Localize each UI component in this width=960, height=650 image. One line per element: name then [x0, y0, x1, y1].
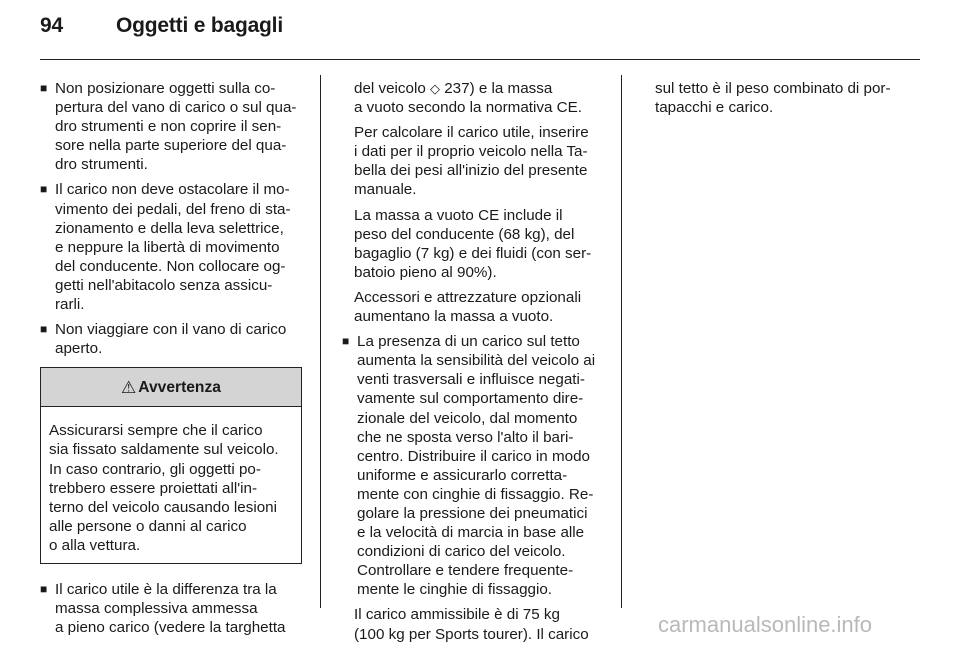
- text-fragment: del veicolo: [354, 80, 430, 97]
- text-line: Controllare e tendere frequente-: [357, 562, 574, 580]
- text-line: sul tetto è il peso combinato di por-: [655, 80, 891, 97]
- text-line: o alla vettura.: [49, 536, 141, 554]
- text-line: zionamento e della leva selettrice,: [55, 219, 284, 237]
- page-number: 94: [40, 14, 63, 37]
- paragraph: [342, 123, 608, 199]
- column-2: [342, 79, 608, 650]
- text-line: massa complessiva ammessa: [55, 600, 258, 618]
- text-line: dro strumenti e non coprire il sen-: [55, 118, 282, 136]
- bullet-square-icon: ■: [40, 182, 48, 197]
- paragraph: [342, 605, 608, 643]
- warning-triangle-icon: ⚠: [121, 377, 137, 397]
- text-line: e neppure la libertà di movimento: [55, 238, 280, 256]
- text-line: rarli.: [55, 296, 85, 314]
- text-line: zionale del veicolo, dal momento: [357, 409, 578, 427]
- warning-header: [41, 368, 301, 407]
- text-line: Non posizionare oggetti sulla co-: [55, 80, 276, 97]
- bullet-text: [55, 320, 306, 358]
- bullet-text: [357, 332, 608, 599]
- column-1: [40, 79, 306, 643]
- bullet-item: [342, 332, 608, 599]
- warning-body: [41, 407, 301, 563]
- bullet-item: [40, 320, 306, 358]
- text-line: In caso contrario, gli oggetti po-: [49, 460, 261, 478]
- text-line: getti nell'abitacolo senza assicu-: [55, 276, 273, 294]
- bullet-text: [55, 180, 306, 314]
- text-line: bagaglio (7 kg) e dei fluidi (con ser-: [354, 244, 592, 262]
- text-line: Il carico utile è la differenza tra la: [55, 580, 277, 598]
- text-line: a vuoto secondo la normativa CE.: [354, 99, 582, 117]
- bullet-square-icon: ■: [40, 322, 48, 337]
- text-line: Il carico non deve ostacolare il mo-: [55, 181, 290, 199]
- text-line: del conducente. Non collocare og-: [55, 257, 286, 275]
- bullet-square-icon: ■: [40, 581, 48, 596]
- text-line: vimento dei pedali, del freno di sta-: [55, 200, 291, 218]
- text-line: mente le cinghie di fissaggio.: [357, 581, 553, 599]
- text-line: pertura del vano di carico o sul qua-: [55, 99, 297, 117]
- continued-text: [342, 79, 608, 117]
- text-line: bella dei pesi all'inizio del presente: [354, 162, 588, 180]
- text-line: centro. Distribuire il carico in modo: [357, 447, 590, 465]
- text-line: aperto.: [55, 340, 103, 358]
- column-3: [643, 79, 915, 123]
- text-line: tapacchi e carico.: [655, 99, 774, 117]
- bullet-item: [40, 580, 306, 637]
- text-line: golare la pressione dei pneumatici: [357, 504, 588, 522]
- text-line: aumentano la massa a vuoto.: [354, 308, 554, 326]
- text-line: Per calcolare il carico utile, inserire: [354, 124, 589, 142]
- column-divider: [621, 75, 622, 608]
- bullet-square-icon: ■: [342, 334, 350, 349]
- text-line: alle persone o danni al carico: [49, 517, 247, 535]
- text-line: batoio pieno al 90%).: [354, 263, 497, 281]
- text-line: (100 kg per Sports tourer). Il carico: [354, 625, 589, 643]
- text-line: Il carico ammissibile è di 75 kg: [354, 606, 560, 624]
- text-line: aumenta la sensibilità del veicolo ai: [357, 352, 596, 370]
- text-line: Non viaggiare con il vano di carico: [55, 321, 287, 339]
- page-title: Oggetti e bagagli: [116, 14, 283, 37]
- paragraph: [342, 288, 608, 326]
- text-line: i dati per il proprio veicolo nella Ta-: [354, 143, 588, 161]
- text-line: dro strumenti.: [55, 156, 148, 174]
- text-line: mente con cinghie di fissaggio. Re-: [357, 485, 594, 503]
- text-line: Accessori e attrezzature opzionali: [354, 288, 582, 306]
- cross-reference-icon[interactable]: ◇: [429, 81, 440, 96]
- text-line: peso del conducente (68 kg), del: [354, 225, 575, 243]
- bullet-item: [40, 180, 306, 314]
- watermark: carmanualsonline.info: [658, 612, 873, 637]
- header-rule: [40, 59, 920, 60]
- reference-page[interactable]: 237: [444, 80, 470, 97]
- bullet-text: [55, 79, 306, 174]
- text-line: sia fissato saldamente sul veicolo.: [49, 441, 279, 459]
- text-line: manuale.: [354, 181, 417, 199]
- bullet-item: [40, 79, 306, 174]
- text-line: a pieno carico (vedere la targhetta: [55, 619, 286, 637]
- warning-box: [40, 367, 302, 564]
- text-line: e la velocità di marcia in base alle: [357, 524, 585, 542]
- text-fragment: ) e la massa: [469, 80, 553, 97]
- text-line: La massa a vuoto CE include il: [354, 206, 563, 224]
- text-line: condizioni di carico del veicolo.: [357, 543, 566, 561]
- text-line: terno del veicolo causando lesioni: [49, 498, 277, 516]
- text-line: trebbero essere proiettati all'in-: [49, 479, 258, 497]
- warning-title: Avvertenza: [138, 378, 221, 396]
- text-line: La presenza di un carico sul tetto: [357, 333, 580, 351]
- text-line: che ne sposta verso l'alto il bari-: [357, 428, 574, 446]
- text-line: sore nella parte superiore del qua-: [55, 137, 287, 155]
- text-line: venti trasversali e influisce negati-: [357, 371, 585, 389]
- text-line: Assicurarsi sempre che il carico: [49, 422, 263, 440]
- paragraph: [643, 79, 915, 117]
- column-divider: [320, 75, 321, 608]
- paragraph: [342, 206, 608, 282]
- text-line: uniforme e assicurarlo corretta-: [357, 466, 568, 484]
- text-line: vamente sul comportamento dire-: [357, 390, 584, 408]
- bullet-square-icon: ■: [40, 81, 48, 95]
- bullet-text: [55, 580, 306, 637]
